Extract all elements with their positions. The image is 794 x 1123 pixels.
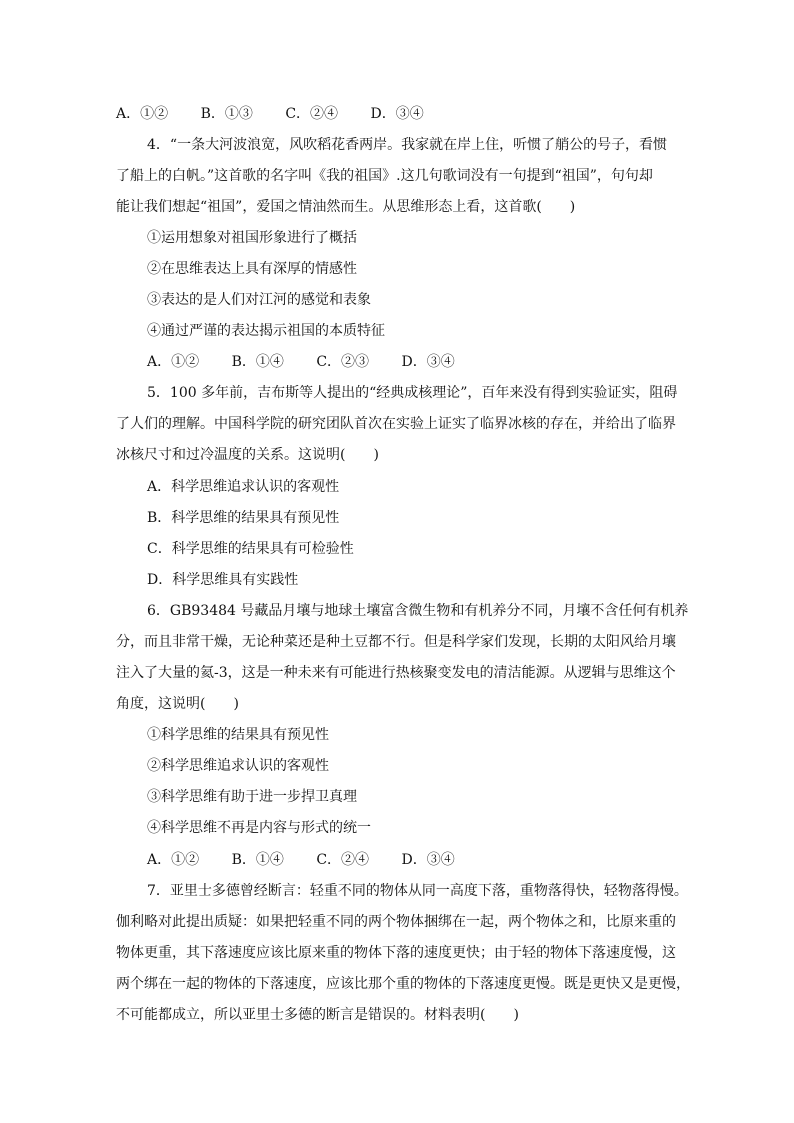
q3-option-c: C．②④ [285,106,339,122]
q7-stem-line-2: 伽利略对此提出质疑：如果把轻重不同的两个物体捆绑在一起，两个物体之和，比原来重的 [116,914,676,930]
q6-stem-line-1: 6．GB93484 号藏品月壤与地球土壤富含微生物和有机养分不同，月壤不含任何有机养 [147,603,689,619]
q6-option-d: D．③④ [401,852,455,868]
q4-option-d: D．③④ [401,354,455,370]
q6-item-1: ①科学思维的结果具有预见性 [147,727,329,743]
q5-option-d: D．科学思维具有实践性 [147,572,299,588]
q3-option-a: A．①② [116,106,169,122]
q4-option-b: B．①④ [231,354,284,370]
q4-item-1: ①运用想象对祖国形象进行了概括 [147,230,357,246]
q4-item-2: ②在思维表达上具有深厚的情感性 [147,261,357,277]
q4-stem-line-1: 4．“一条大河波浪宽，风吹稻花香两岸。我家就在岸上住，听惯了艄公的号子，看惯 [147,137,668,153]
q6-stem-line-2: 分，而且非常干燥，无论种菜还是种土豆都不行。但是科学家们发现，长期的太阳风给月壤 [116,634,676,650]
q4-item-4: ④通过严谨的表达揭示祖国的本质特征 [147,323,385,339]
q5-stem-line-3: 冰核尺寸和过冷温度的关系。这说明( ) [116,447,379,463]
q6-option-b: B．①④ [231,852,284,868]
q6-stem-line-4: 角度，这说明( ) [116,696,239,712]
q5-option-a: A．科学思维追求认识的客观性 [147,479,340,495]
q6-item-2: ②科学思维追求认识的客观性 [147,758,329,774]
q6-item-3: ③科学思维有助于进一步捍卫真理 [147,789,357,805]
q7-stem-line-1: 7．亚里士多德曾经断言：轻重不同的物体从同一高度下落，重物落得快，轻物落得慢。 [147,883,688,899]
q6-item-4: ④科学思维不再是内容与形式的统一 [147,820,371,836]
q6-option-a: A．①② [147,852,200,868]
q5-stem-line-2: 了人们的理解。中国科学院的研究团队首次在实验上证实了临界冰核的存在，并给出了临界 [116,416,676,432]
q3-option-d: D．③④ [370,106,424,122]
q4-option-c: C．②③ [316,354,370,370]
q7-stem-line-5: 不可能都成立，所以亚里士多德的断言是错误的。材料表明( ) [116,1007,519,1023]
q5-option-c: C．科学思维的结果具有可检验性 [147,541,354,557]
q3-options [116,104,424,124]
q6-stem-line-3: 注入了大量的氦-3，这是一种未来有可能进行热核聚变发电的清洁能源。从逻辑与思维这个 [116,665,676,681]
q4-options [147,352,455,372]
q6-option-c: C．②④ [316,852,370,868]
q4-stem-line-2: 了船上的白帆。”这首歌的名字叫《我的祖国》.这几句歌词没有一句提到“祖国”，句句却 [116,168,653,184]
q4-option-a: A．①② [147,354,200,370]
q4-item-3: ③表达的是人们对江河的感觉和表象 [147,292,371,308]
q7-stem-line-4: 两个绑在一起的物体的下落速度，应该比那个重的物体的下落速度更慢。既是更快又是更慢， [116,976,690,992]
q5-stem-line-1: 5．100 多年前，吉布斯等人提出的“经典成核理论”，百年来没有得到实验证实，阻碍 [147,385,678,401]
q3-option-b: B．①③ [200,106,253,122]
q7-stem-line-3: 物体更重，其下落速度应该比原来重的物体下落的速度更快；由于轻的物体下落速度慢，这 [116,945,676,961]
q4-stem-line-3: 能让我们想起“祖国”，爱国之情油然而生。从思维形态上看，这首歌( ) [116,199,576,215]
q5-option-b: B．科学思维的结果具有预见性 [147,510,340,526]
q6-options [147,850,455,870]
